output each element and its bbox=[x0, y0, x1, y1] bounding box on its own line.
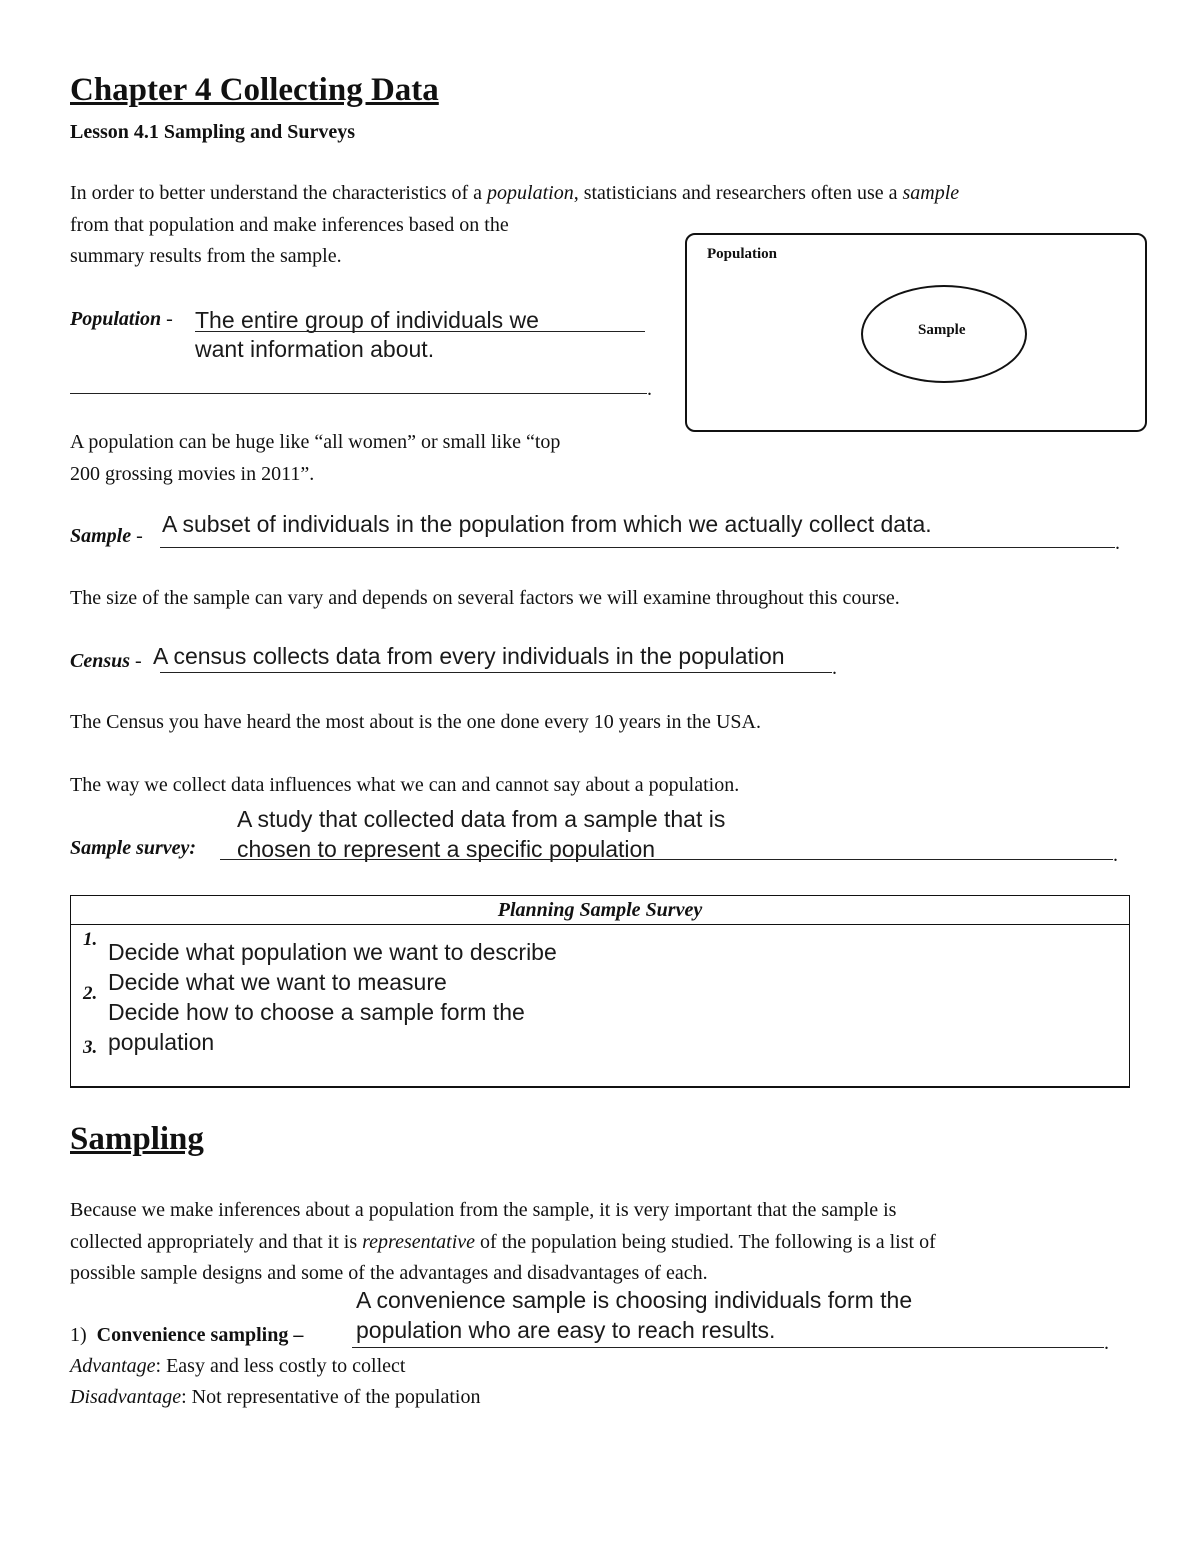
population-end-mark: . bbox=[647, 378, 652, 400]
census-answer: A census collects data from every individuals in the population bbox=[153, 643, 785, 669]
sampling-text: collected appropriately and that it is bbox=[70, 1231, 363, 1253]
sample-survey-end-mark: . bbox=[1113, 844, 1118, 866]
sampling-emphasis-representative: representative bbox=[362, 1231, 476, 1253]
population-separator: - bbox=[161, 308, 173, 330]
census-separator: - bbox=[130, 650, 142, 672]
planning-table bbox=[70, 895, 1130, 1088]
intro-emphasis-sample: sample bbox=[902, 182, 960, 204]
advantage-label: Advantage bbox=[70, 1355, 156, 1377]
convenience-answer-line-1: A convenience sample is choosing individuals form the bbox=[356, 1287, 913, 1313]
sampling-heading: Sampling bbox=[70, 1121, 204, 1157]
sampling-text: of the population being studied. The following is a list of bbox=[475, 1231, 936, 1253]
convenience-answer-underline bbox=[352, 1347, 1104, 1348]
sample-survey-underline bbox=[220, 859, 1113, 860]
sample-survey-term: Sample survey: bbox=[70, 837, 197, 859]
planning-item: Decide what population we want to describe bbox=[108, 939, 557, 965]
convenience-end-mark: . bbox=[1104, 1332, 1109, 1354]
lesson-subtitle: Lesson 4.1 Sampling and Surveys bbox=[70, 121, 356, 143]
sampling-para-line-2 bbox=[70, 1231, 936, 1254]
population-answer-line-1: The entire group of individuals we bbox=[195, 307, 539, 333]
sample-ellipse-label: Sample bbox=[918, 322, 966, 338]
sample-answer-underline bbox=[160, 547, 1115, 548]
sample-survey-answer-line-2: chosen to represent a specific population bbox=[237, 836, 656, 862]
population-answer-underline-2 bbox=[70, 393, 647, 394]
planning-number-2: 2. bbox=[83, 983, 98, 1004]
population-answer-line-2: want information about. bbox=[195, 336, 435, 362]
convenience-disadvantage bbox=[70, 1386, 480, 1409]
population-note-line-1: A population can be huge like “all women” or small like “top bbox=[70, 431, 561, 453]
sample-separator: - bbox=[131, 525, 143, 547]
population-term bbox=[70, 308, 173, 331]
intro-text: , statisticians and researchers often use a bbox=[573, 182, 903, 204]
sample-note: The size of the sample can vary and depends on several factors we will examine throughout this course. bbox=[70, 587, 900, 609]
intro-line-3: summary results from the sample. bbox=[70, 245, 342, 267]
census-end-mark: . bbox=[832, 657, 837, 679]
census-term bbox=[70, 650, 142, 673]
intro-line-2: from that population and make inferences based on the bbox=[70, 214, 509, 236]
convenience-advantage bbox=[70, 1355, 405, 1378]
intro-text: In order to better understand the characteristics of a bbox=[70, 182, 488, 204]
sample-survey-answer-line-1: A study that collected data from a sample that is bbox=[237, 806, 726, 832]
collect-note: The way we collect data influences what we can and cannot say about a population. bbox=[70, 774, 740, 796]
census-answer-underline bbox=[160, 672, 832, 673]
sample-end-mark: . bbox=[1115, 532, 1120, 554]
planning-item: Decide how to choose a sample form the bbox=[108, 999, 525, 1025]
population-diagram-label: Population bbox=[707, 246, 778, 262]
planning-number-3: 3. bbox=[83, 1037, 98, 1058]
sampling-para-line-3: possible sample designs and some of the advantages and disadvantages of each. bbox=[70, 1262, 708, 1284]
convenience-number: 1) bbox=[70, 1324, 87, 1346]
planning-table-header: Planning Sample Survey bbox=[71, 896, 1129, 925]
intro-line-1 bbox=[70, 182, 959, 205]
page-title: Chapter 4 Collecting Data bbox=[70, 72, 439, 108]
population-term-text: Population bbox=[70, 308, 162, 330]
planning-number-1: 1. bbox=[83, 929, 98, 950]
intro-emphasis-population: population bbox=[487, 182, 574, 204]
convenience-term-text: Convenience sampling – bbox=[96, 1324, 304, 1346]
population-note-line-2: 200 grossing movies in 2011”. bbox=[70, 463, 315, 485]
disadvantage-text: : Not representative of the population bbox=[181, 1386, 481, 1408]
sample-term bbox=[70, 525, 143, 548]
sample-answer: A subset of individuals in the population from which we actually collect data. bbox=[162, 511, 932, 537]
convenience-term bbox=[70, 1324, 303, 1347]
sampling-para-line-1: Because we make inferences about a population from the sample, it is very important that the sample is bbox=[70, 1199, 897, 1221]
advantage-text: : Easy and less costly to collect bbox=[155, 1355, 406, 1377]
census-term-text: Census bbox=[70, 650, 131, 672]
sample-term-text: Sample bbox=[70, 525, 132, 547]
planning-item: Decide what we want to measure bbox=[108, 969, 447, 995]
planning-item: population bbox=[108, 1029, 215, 1055]
convenience-answer-line-2: population who are easy to reach results. bbox=[356, 1317, 776, 1343]
population-answer-underline-1 bbox=[195, 331, 645, 332]
census-note: The Census you have heard the most about is the one done every 10 years in the USA. bbox=[70, 711, 761, 733]
disadvantage-label: Disadvantage bbox=[70, 1386, 182, 1408]
